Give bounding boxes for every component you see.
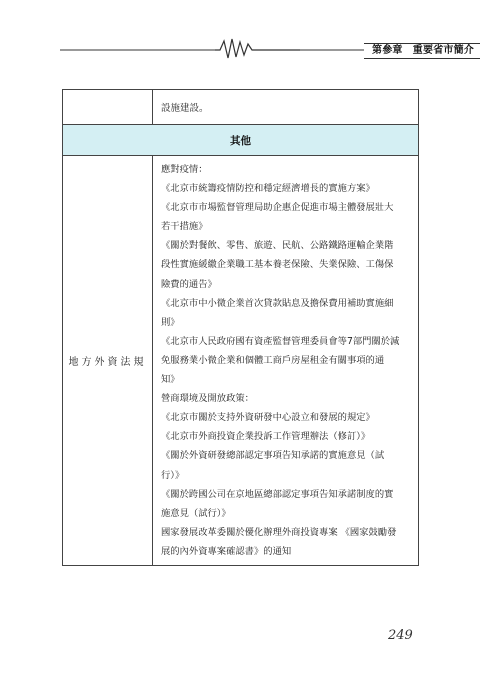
content-line: 《北京市市場監督管理局助企惠企促進市場主體發展壯大 bbox=[161, 202, 394, 214]
content-line: 應對疫情： bbox=[161, 164, 208, 175]
content-line: 營商環境及開放政策： bbox=[161, 393, 254, 405]
content-line: 段性實施緩繳企業職工基本養老保險、失業保險、工傷保 bbox=[161, 259, 394, 271]
content-line: 施意見（試行）》 bbox=[161, 507, 231, 519]
regulations-content bbox=[153, 156, 419, 566]
content-line: 《北京市外商投資企業投訴工作管理辦法（修訂）》 bbox=[161, 431, 371, 443]
content-line: 《北京市統籌疫情防控和穩定經濟增長的實施方案》 bbox=[161, 183, 375, 195]
chapter-header bbox=[60, 36, 474, 60]
empty-label-cell bbox=[63, 90, 153, 125]
regulations-table bbox=[62, 89, 419, 566]
content-line: 國家發展改革委關於優化辦理外商投資專案 《國家鼓勵發 bbox=[161, 526, 397, 538]
continued-row bbox=[63, 90, 419, 125]
chapter-title: 第參章 重要省市簡介 bbox=[364, 43, 480, 59]
continued-text: 設施建設。 bbox=[153, 90, 419, 125]
section-header: 其他 bbox=[63, 125, 419, 156]
content-line: 《關於跨國公司在京地區總部認定事項告知承諾制度的實 bbox=[161, 488, 394, 500]
row-label: 地方外資法規 bbox=[63, 156, 153, 566]
content-line: 若干措施》 bbox=[161, 221, 208, 233]
content-line: 《關於外資研發總部認定事項告知承諾的實施意見（試 bbox=[161, 450, 385, 462]
content-line: 展的內外資專案確認書》的通知 bbox=[161, 545, 292, 557]
content-line: 險費的通告》 bbox=[161, 278, 217, 290]
content-line: 行）》 bbox=[161, 469, 185, 481]
content-line: 免服務業小微企業和個體工商戶房屋租金有關事項的通 bbox=[161, 354, 385, 366]
content-line: 則》 bbox=[161, 316, 180, 328]
content-line: 《北京市關於支持外資研發中心設立和發展的規定》 bbox=[161, 412, 375, 424]
content-line: 知》 bbox=[161, 374, 180, 386]
content-line: 《北京市中小微企業首次貸款貼息及擔保費用補助實施細 bbox=[161, 297, 394, 309]
content-line: 《北京市人民政府國有資產監督管理委員會等7部門關於減 bbox=[161, 335, 400, 347]
regulations-row bbox=[63, 156, 419, 566]
page-number: 249 bbox=[388, 628, 413, 643]
section-header-row bbox=[63, 125, 419, 156]
content-line: 《關於對餐飲、零售、旅遊、民航、公路鐵路運輸企業階 bbox=[161, 240, 394, 252]
